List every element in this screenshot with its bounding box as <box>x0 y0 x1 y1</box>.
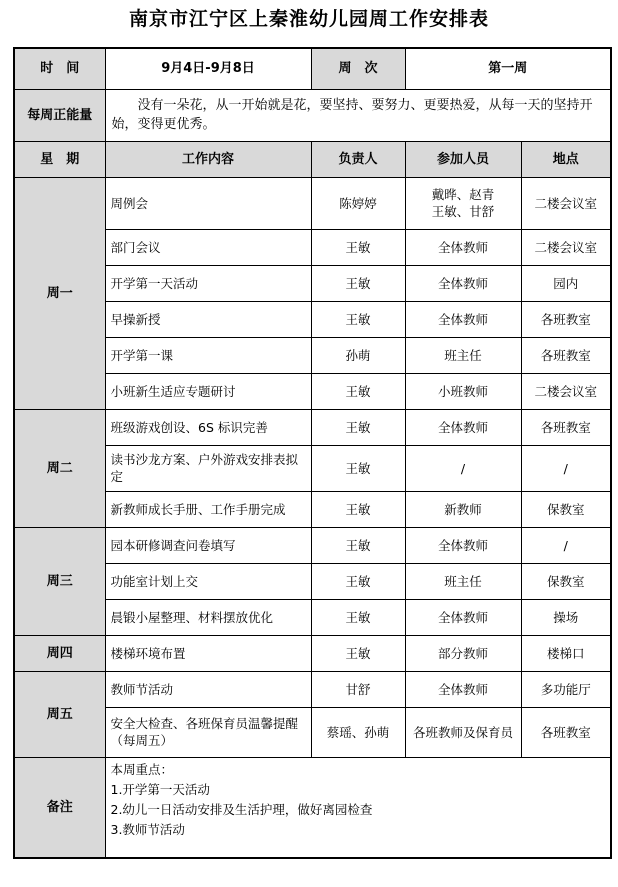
task-content: 班级游戏创设、6S 标识完善 <box>105 409 311 445</box>
task-content: 新教师成长手册、工作手册完成 <box>105 491 311 527</box>
task-content: 功能室计划上交 <box>105 563 311 599</box>
header-participants: 参加人员 <box>405 141 521 177</box>
motto-text: 没有一朵花，从一开始就是花，要坚持、要努力、更要热爱，从每一天的坚持开始，变得更优秀。 <box>105 89 611 141</box>
schedule-table <box>13 47 612 859</box>
task-owner: 王敏 <box>311 635 405 671</box>
task-participants: 各班教师及保育员 <box>405 707 521 757</box>
day-cell: 周二 <box>14 409 105 527</box>
notes-label: 备注 <box>14 757 105 858</box>
task-content: 开学第一天活动 <box>105 265 311 301</box>
task-owner: 王敏 <box>311 491 405 527</box>
task-location: 二楼会议室 <box>521 229 611 265</box>
task-location: 操场 <box>521 599 611 635</box>
task-location: 各班教室 <box>521 301 611 337</box>
task-location: / <box>521 445 611 491</box>
notes-heading: 本周重点： <box>110 761 174 777</box>
notes-content <box>105 757 611 858</box>
task-content: 小班新生适应专题研讨 <box>105 373 311 409</box>
task-owner: 蔡瑶、孙萌 <box>311 707 405 757</box>
page-title: 南京市江宁区上秦淮幼儿园周工作安排表 <box>128 8 489 30</box>
task-content: 读书沙龙方案、户外游戏安排表拟定 <box>105 445 311 491</box>
task-owner: 孙萌 <box>311 337 405 373</box>
task-content: 早操新授 <box>105 301 311 337</box>
day-cell: 周四 <box>14 635 105 671</box>
task-participants: 全体教师 <box>405 265 521 301</box>
notes-item: 3.教师节活动 <box>110 821 185 837</box>
week-value: 第一周 <box>405 48 611 89</box>
task-participants: 全体教师 <box>405 301 521 337</box>
info-row <box>14 48 611 89</box>
task-content: 周例会 <box>105 177 311 229</box>
day-cell: 周一 <box>14 177 105 409</box>
task-participants: 小班教师 <box>405 373 521 409</box>
notes-row <box>14 757 611 858</box>
task-content: 楼梯环境布置 <box>105 635 311 671</box>
time-value: 9月4日-9月8日 <box>105 48 311 89</box>
task-participants: / <box>405 445 521 491</box>
table-row <box>14 527 611 563</box>
task-owner: 王敏 <box>311 599 405 635</box>
week-label: 周 次 <box>311 48 405 89</box>
task-content: 开学第一课 <box>105 337 311 373</box>
notes-item: 2.幼儿一日活动安排及生活护理，做好离园检查 <box>110 801 373 817</box>
notes-item: 1.开学第一天活动 <box>110 781 210 797</box>
day-cell: 周三 <box>14 527 105 635</box>
task-content: 教师节活动 <box>105 671 311 707</box>
task-location: / <box>521 527 611 563</box>
day-cell: 周五 <box>14 671 105 757</box>
task-location: 各班教室 <box>521 337 611 373</box>
task-participants: 部分教师 <box>405 635 521 671</box>
table-row <box>14 635 611 671</box>
task-location: 多功能厅 <box>521 671 611 707</box>
task-owner: 王敏 <box>311 445 405 491</box>
task-location: 各班教室 <box>521 409 611 445</box>
task-location: 二楼会议室 <box>521 373 611 409</box>
task-participants: 全体教师 <box>405 229 521 265</box>
task-location: 保教室 <box>521 563 611 599</box>
motto-row <box>14 89 611 141</box>
task-participants: 全体教师 <box>405 671 521 707</box>
task-owner: 甘舒 <box>311 671 405 707</box>
task-owner: 陈婷婷 <box>311 177 405 229</box>
task-location: 二楼会议室 <box>521 177 611 229</box>
header-day: 星 期 <box>14 141 105 177</box>
motto-label: 每周正能量 <box>14 89 105 141</box>
task-owner: 王敏 <box>311 409 405 445</box>
task-location: 各班教室 <box>521 707 611 757</box>
table-row <box>14 671 611 707</box>
task-owner: 王敏 <box>311 229 405 265</box>
task-participants: 全体教师 <box>405 599 521 635</box>
task-participants: 全体教师 <box>405 409 521 445</box>
task-owner: 王敏 <box>311 265 405 301</box>
task-participants: 班主任 <box>405 563 521 599</box>
task-location: 楼梯口 <box>521 635 611 671</box>
header-location: 地点 <box>521 141 611 177</box>
table-row <box>14 177 611 229</box>
task-owner: 王敏 <box>311 373 405 409</box>
task-participants: 全体教师 <box>405 527 521 563</box>
task-content: 园本研修调查问卷填写 <box>105 527 311 563</box>
header-content: 工作内容 <box>105 141 311 177</box>
header-owner: 负责人 <box>311 141 405 177</box>
table-row <box>14 409 611 445</box>
task-location: 保教室 <box>521 491 611 527</box>
task-content: 安全大检查、各班保育员温馨提醒（每周五） <box>105 707 311 757</box>
task-participants: 戴晔、赵青 王敏、甘舒 <box>405 177 521 229</box>
task-content: 晨锻小屋整理、材料摆放优化 <box>105 599 311 635</box>
time-label: 时 间 <box>14 48 105 89</box>
task-participants: 班主任 <box>405 337 521 373</box>
task-owner: 王敏 <box>311 563 405 599</box>
task-content: 部门会议 <box>105 229 311 265</box>
task-location: 园内 <box>521 265 611 301</box>
task-owner: 王敏 <box>311 301 405 337</box>
header-row <box>14 141 611 177</box>
task-owner: 王敏 <box>311 527 405 563</box>
task-participants: 新教师 <box>405 491 521 527</box>
